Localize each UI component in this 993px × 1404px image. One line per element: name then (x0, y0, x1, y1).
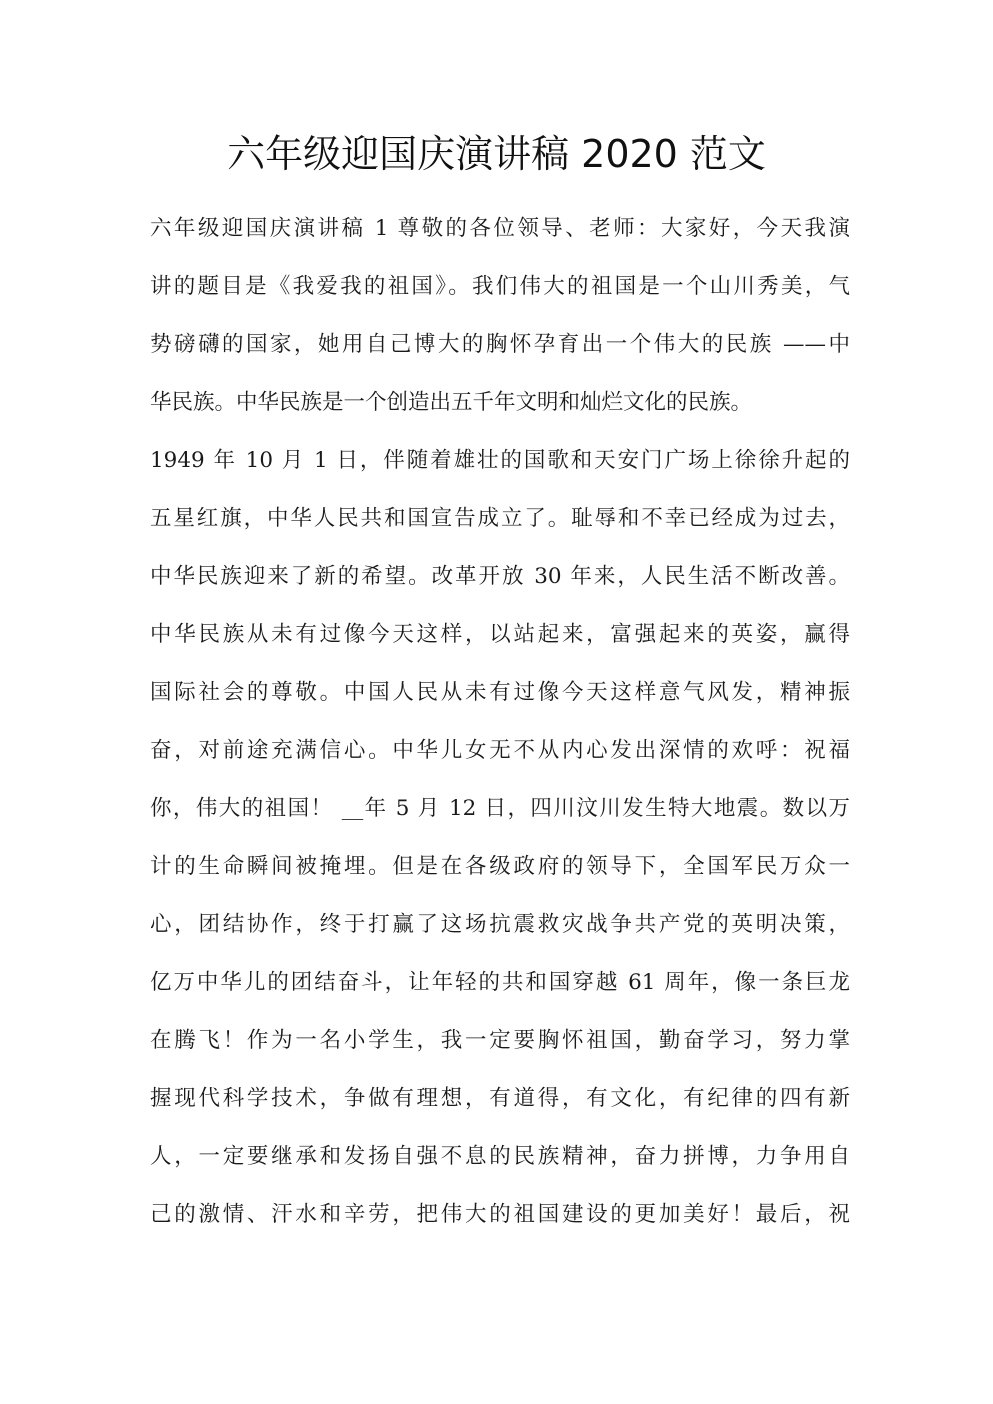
body-line: 亿万中华儿的团结奋斗，让年轻的共和国穿越 61 周年，像一条巨龙 (150, 970, 850, 995)
body-line: 心，团结协作，终于打赢了这场抗震救灾战争共产党的英明决策， (150, 912, 850, 937)
body-line: 中华民族迎来了新的希望。改革开放 30 年来，人民生活不断改善。 (150, 564, 850, 589)
body-line: 奋，对前途充满信心。中华儿女无不从内心发出深情的欢呼：祝福 (150, 738, 850, 763)
body-line: 1949 年 10 月 1 日，伴随着雄壮的国歌和天安门广场上徐徐升起的 (150, 448, 850, 473)
document-title: 六年级迎国庆演讲稿 2020 范文 (227, 132, 766, 176)
body-line: 你，伟大的祖国！ __年 5 月 12 日，四川汶川发生特大地震。数以万 (150, 796, 850, 821)
body-line: 势磅礴的国家，她用自己博大的胸怀孕育出一个伟大的民族 ——中 (150, 332, 850, 357)
body-line: 计的生命瞬间被掩埋。但是在各级政府的领导下，全国军民万众一 (150, 854, 850, 879)
body-line: 讲的题目是《我爱我的祖国》。我们伟大的祖国是一个山川秀美，气 (150, 274, 850, 299)
body-line: 中华民族从未有过像今天这样，以站起来，富强起来的英姿，赢得 (150, 622, 850, 647)
body-line: 人，一定要继承和发扬自强不息的民族精神，奋力拼博，力争用自 (150, 1144, 850, 1169)
body-line: 己的激情、汗水和辛劳，把伟大的祖国建设的更加美好！最后，祝 (150, 1202, 850, 1227)
body-line: 握现代科学技术，争做有理想，有道得，有文化，有纪律的四有新 (150, 1086, 850, 1111)
body-line: 五星红旗，中华人民共和国宣告成立了。耻辱和不幸已经成为过去， (150, 506, 850, 531)
document-body (150, 200, 850, 1244)
body-line: 国际社会的尊敬。中国人民从未有过像今天这样意气风发，精神振 (150, 680, 850, 705)
body-line: 在腾飞！作为一名小学生，我一定要胸怀祖国，勤奋学习，努力掌 (150, 1028, 850, 1053)
body-line: 华民族。中华民族是一个创造出五千年文明和灿烂文化的民族。 (150, 390, 753, 415)
body-line: 六年级迎国庆演讲稿 1 尊敬的各位领导、老师：大家好，今天我演 (150, 216, 850, 241)
